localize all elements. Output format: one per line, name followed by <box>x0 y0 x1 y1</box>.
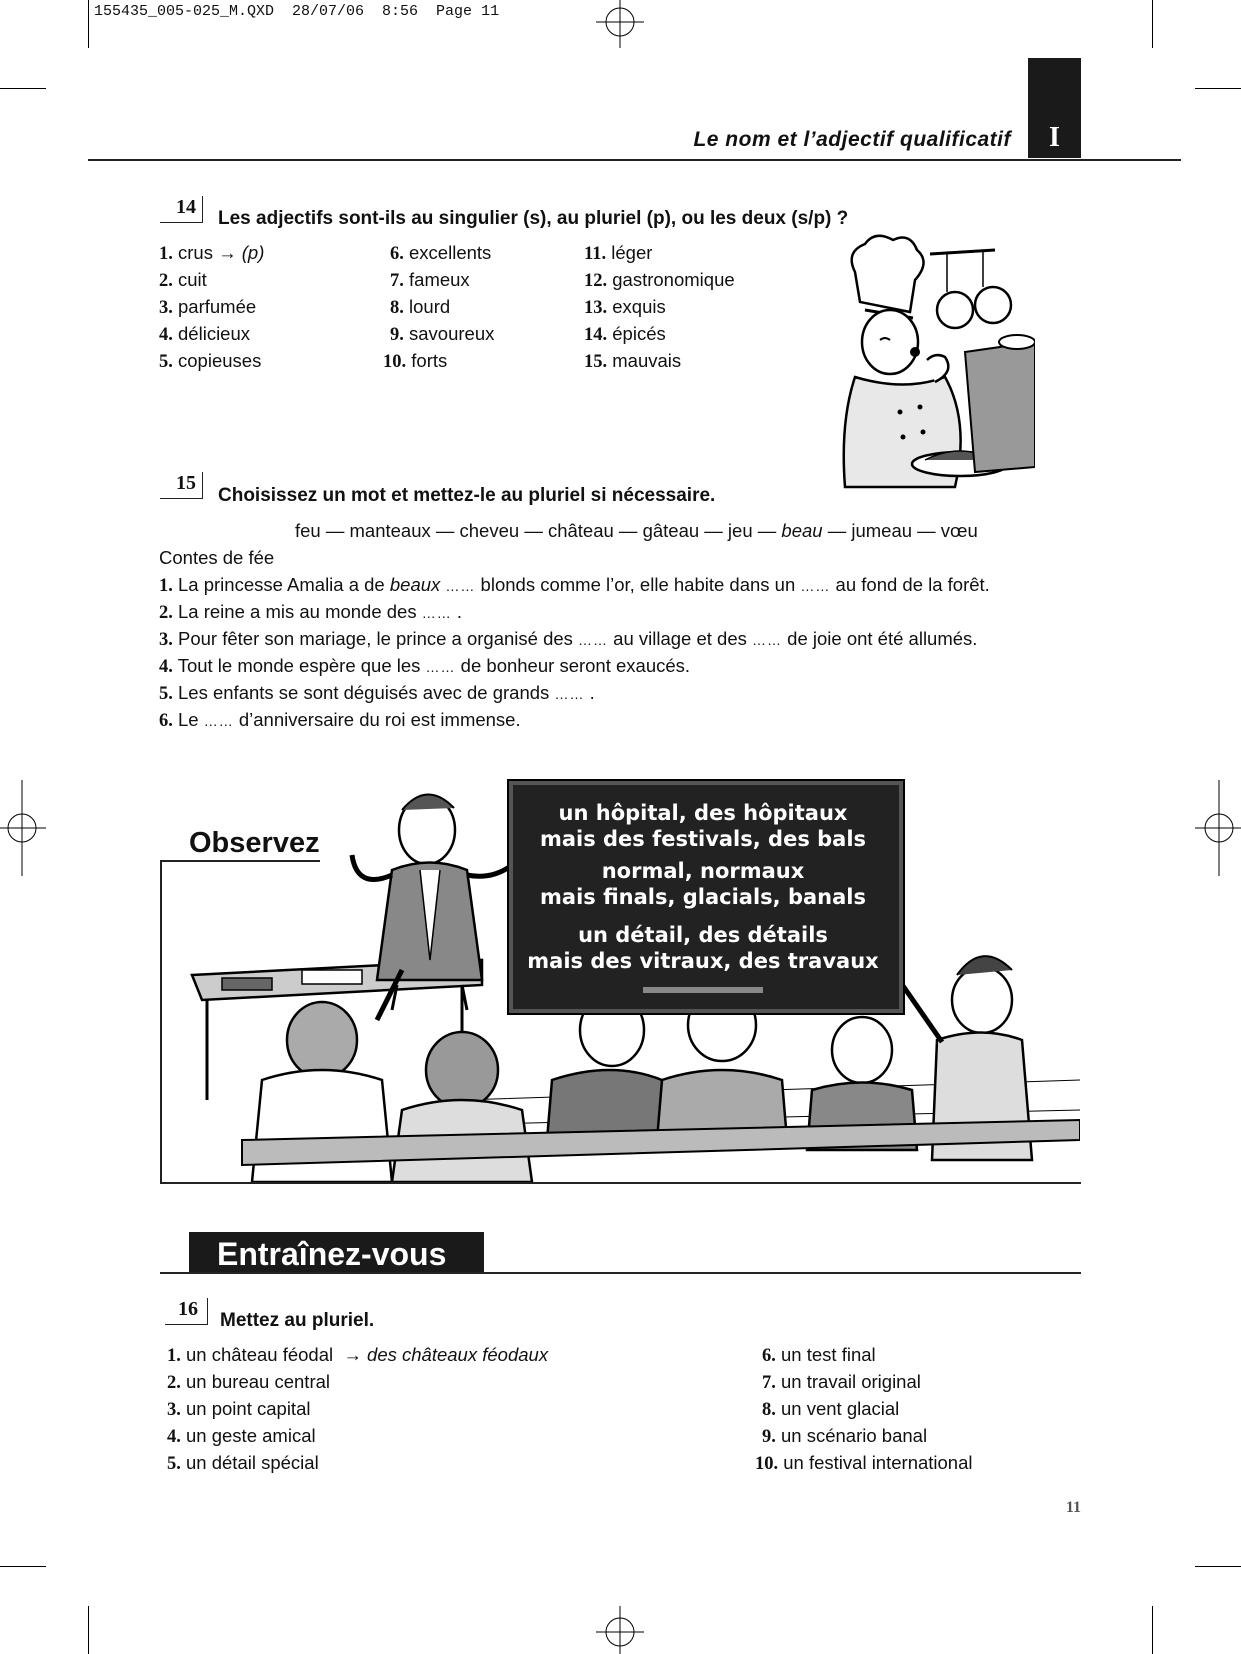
list-item: 7. fameux <box>390 269 470 291</box>
list-item: 1. crus → (p) <box>159 242 265 264</box>
sentence-item: 4. Tout le monde espère que les …… de bonheur seront exaucés. <box>159 655 691 677</box>
chalkboard-line: mais finals, glacials, banals <box>540 885 866 909</box>
sentence-item: 3. Pour fêter son mariage, le prince a organisé des …… au village et des …… de joie ont été allumés. <box>159 628 978 650</box>
list-item: 4. délicieux <box>159 323 251 345</box>
observez-title: Observez <box>189 827 320 859</box>
story-title: Contes de fée <box>159 547 275 568</box>
chapter-tab: I <box>1028 58 1081 158</box>
exercise-instruction: Les adjectifs sont-ils au singulier (s), au pluriel (p), ou les deux (s/p) ? <box>218 208 849 229</box>
list-item: 14. épicés <box>584 323 666 345</box>
exercise-number: 15 <box>176 472 196 494</box>
registration-mark-top <box>590 0 650 48</box>
slug-line: 155435_005-025_M.QXD 28/07/06 8:56 Page 11 <box>94 3 500 20</box>
chalkboard-line: un hôpital, des hôpitaux <box>558 801 848 825</box>
exercise-number: 14 <box>176 196 196 218</box>
list-item: 5. un détail spécial <box>167 1452 319 1474</box>
list-item: 4. un geste amical <box>167 1425 316 1447</box>
observez-bottom-rule <box>160 1182 1081 1184</box>
registration-mark-right <box>1195 780 1241 876</box>
running-head: Le nom et l’adjectif qualificatif <box>693 128 1011 151</box>
list-item: 2. un bureau central <box>167 1371 331 1393</box>
list-item: 10. forts <box>383 350 448 372</box>
sentence-item: 2. La reine a mis au monde des …… . <box>159 601 463 623</box>
chef-illustration <box>835 232 1035 494</box>
registration-mark-bottom <box>590 1606 650 1654</box>
list-item: 9. savoureux <box>390 323 495 345</box>
list-item: 10. un festival international <box>755 1452 973 1474</box>
sentence-item: 1. La princesse Amalia a de beaux …… blonds comme l’or, elle habite dans un …… au fond de la forêt. <box>159 574 990 596</box>
exercise-instruction: Mettez au pluriel. <box>220 1310 375 1331</box>
list-item: 6. excellents <box>390 242 492 264</box>
list-item: 11. léger <box>584 242 653 264</box>
exercise-number: 16 <box>178 1298 198 1320</box>
page-number: 11 <box>1065 1499 1081 1516</box>
list-item: 6. un test final <box>762 1344 876 1366</box>
list-item: 9. un scénario banal <box>762 1425 928 1447</box>
list-item: 7. un travail original <box>762 1371 921 1393</box>
chalkboard-line: un détail, des détails <box>578 923 828 947</box>
list-item: 1. un château féodal → des châteaux féodaux <box>167 1344 549 1366</box>
entrainez-rule <box>160 1272 1081 1274</box>
sentence-item: 6. Le …… d’anniversaire du roi est immense. <box>159 709 521 731</box>
list-item: 15. mauvais <box>584 350 682 372</box>
chalkboard <box>509 781 903 1013</box>
list-item: 5. copieuses <box>159 350 262 372</box>
list-item: 3. parfumée <box>159 296 257 318</box>
chalkboard-line: mais des vitraux, des travaux <box>527 949 879 973</box>
exercise-instruction: Choisissez un mot et mettez-le au pluriel si nécessaire. <box>218 485 716 506</box>
list-item: 8. un vent glacial <box>762 1398 900 1420</box>
list-item: 2. cuit <box>159 269 207 291</box>
list-item: 12. gastronomique <box>584 269 735 291</box>
registration-mark-left <box>0 780 46 876</box>
chalk-tray <box>643 987 763 993</box>
entrainez-title: Entraînez-vous <box>217 1236 447 1272</box>
chalkboard-line: normal, normaux <box>601 859 805 883</box>
list-item: 3. un point capital <box>167 1398 311 1420</box>
list-item: 13. exquis <box>584 296 666 318</box>
header-rule <box>88 159 1181 161</box>
list-item: 8. lourd <box>390 296 451 318</box>
word-bank: feu — manteaux — cheveu — château — gâteau — jeu — beau — jumeau — vœu <box>295 520 978 541</box>
sentence-item: 5. Les enfants se sont déguisés avec de grands …… . <box>159 682 595 704</box>
chalkboard-line: mais des festivals, des bals <box>539 827 867 851</box>
